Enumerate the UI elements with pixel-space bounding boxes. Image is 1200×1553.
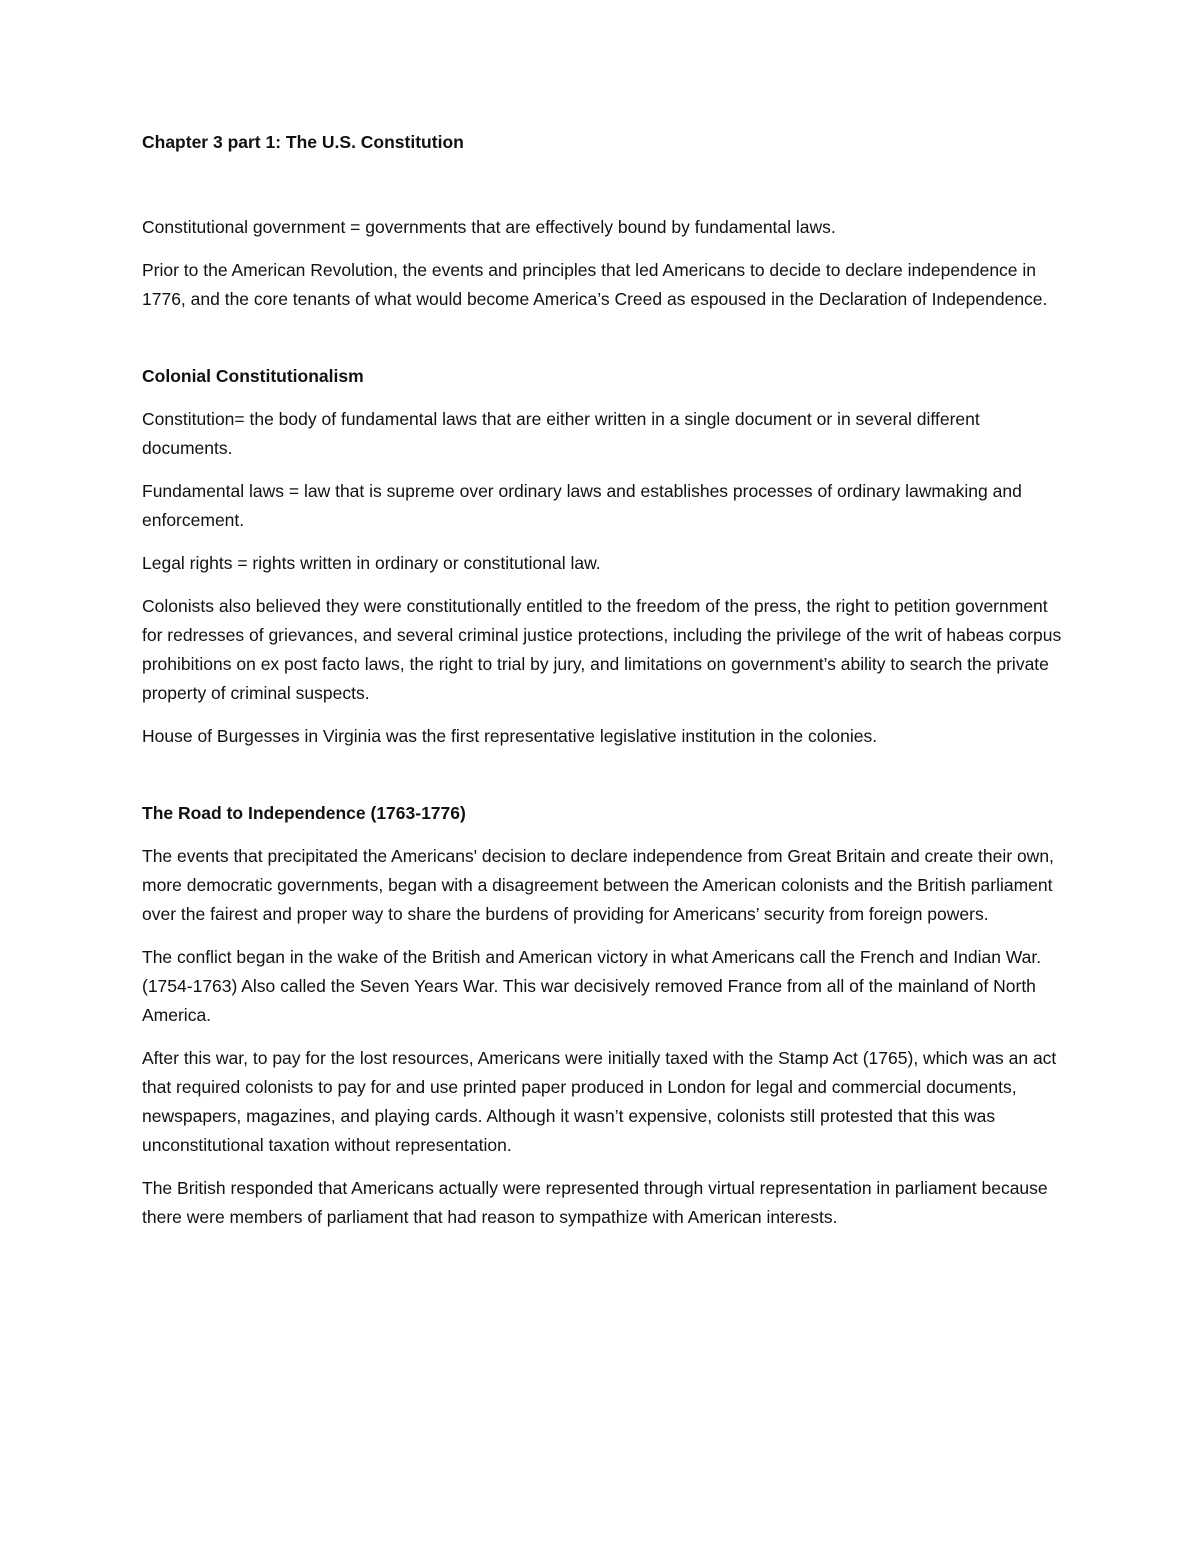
paragraph-virtual-representation: The British responded that Americans actually were represented through virtual representation in parliament because there were members of parliament that had reason to sympathize with American interests. [142,1178,1048,1227]
definition-fundamental-laws: Fundamental laws = law that is supreme over ordinary laws and establishes processes of ordinary lawmaking and enforcement. [142,481,1022,530]
document-body [142,128,1067,1246]
paragraph-french-and-indian-war: The conflict began in the wake of the British and American victory in what Americans call the French and Indian War. (1754-1763) Also called the Seven Years War. This war decisively removed France from all of the mainland of North America. [142,947,1042,1025]
definition-constitution: Constitution= the body of fundamental laws that are either written in a single document or in several different documents. [142,409,980,458]
paragraph-stamp-act: After this war, to pay for the lost resources, Americans were initially taxed with the Stamp Act (1765), which was an act that required colonists to pay for and use printed paper produced in London for legal and commercial documents, newspapers, magazines, and playing cards. Although it wasn’t expensive, colonists still protested that this was unconstitutional taxation without representation. [142,1048,1057,1155]
paragraph-precipitating-events: The events that precipitated the Americans' decision to declare independence from Great Britain and create their own, more democratic governments, began with a disagreement between the American colonists and the British parliament over the fairest and proper way to share the burdens of providing for Americans’ security from foreign powers. [142,846,1054,924]
document-title: Chapter 3 part 1: The U.S. Constitution [142,132,464,152]
section-heading-colonial-constitutionalism: Colonial Constitutionalism [142,366,364,386]
intro-paragraph: Prior to the American Revolution, the events and principles that led Americans to decide to declare independence in 1776, and the core tenants of what would become America’s Creed as espoused in the Declaration of Independence. [142,260,1048,309]
definition-constitutional-government: Constitutional government = governments that are effectively bound by fundamental laws. [142,217,836,237]
paragraph-colonist-rights: Colonists also believed they were constitutionally entitled to the freedom of the press, the right to petition government for redresses of grievances, and several criminal justice protections, including the privilege of the writ of habeas corpus prohibitions on ex post facto laws, the right to trial by jury, and limitations on government’s ability to search the private property of criminal suspects. [142,596,1062,703]
definition-legal-rights: Legal rights = rights written in ordinary or constitutional law. [142,553,601,573]
section-heading-road-to-independence: The Road to Independence (1763-1776) [142,803,466,823]
paragraph-house-of-burgesses: House of Burgesses in Virginia was the first representative legislative institution in the colonies. [142,726,878,746]
